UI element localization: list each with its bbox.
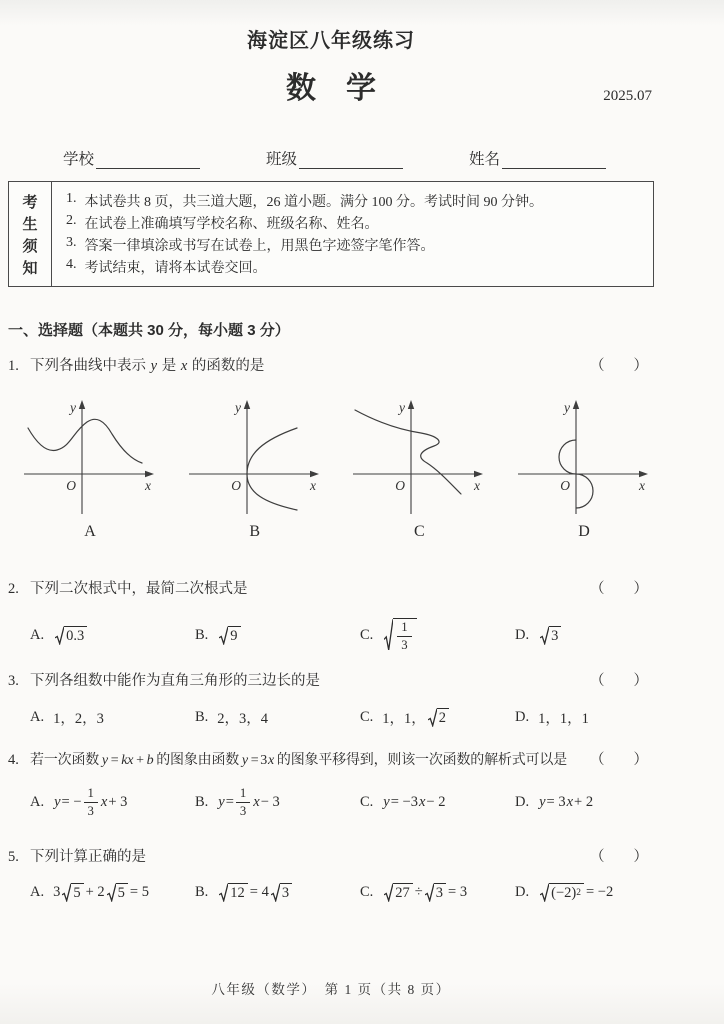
option-a [30, 626, 195, 645]
question-4-stem-line [8, 748, 654, 773]
notice-item [66, 235, 639, 255]
option-value: 1，1， 2 [382, 707, 451, 728]
notice-side-char: 生 [22, 215, 38, 233]
option-label: D. [515, 626, 530, 643]
field-school-label: 学校 [63, 151, 95, 168]
notice-item-text: 在试卷上准确填写学校名称、班级名称、姓名。 [84, 217, 379, 232]
curve-wavy-function [28, 419, 142, 463]
question-stem: 下列计算正确的是 [30, 849, 146, 865]
field-name [469, 147, 606, 169]
x-axis-label: x [474, 478, 481, 493]
notice-side-char: 知 [22, 259, 38, 277]
y-axis-label: y [563, 400, 570, 415]
option-label: D. [515, 793, 530, 810]
option-a [30, 883, 195, 902]
option-value: 0.3 [53, 626, 89, 645]
option-value: y = −3 x − 2 [383, 793, 446, 810]
option-label: A. [30, 709, 45, 725]
option-d [515, 883, 654, 902]
option-label: C. [360, 883, 374, 900]
option-d [515, 626, 654, 645]
notice-side-label [9, 182, 52, 286]
curve-sideways-parabola [247, 428, 297, 510]
curve-s-wiggle [355, 410, 461, 494]
question-number: 5. [8, 849, 19, 865]
question-3 [8, 669, 654, 728]
field-school-blank[interactable] [96, 151, 200, 169]
x-axis-label: x [309, 478, 316, 493]
option-a [30, 786, 195, 818]
option-c [360, 618, 515, 652]
answer-bracket: （ ） [590, 752, 648, 768]
option-value: $\frac{1}{3}$ [382, 618, 418, 652]
notice-side-char: 须 [22, 237, 38, 255]
question-stem: 下列各组数中能作为直角三角形的三边长的是 [30, 673, 320, 689]
notice-item [66, 191, 639, 211]
x-axis-arrow-icon [639, 471, 648, 477]
q2-options [8, 613, 654, 657]
y-axis-arrow-icon [573, 400, 579, 409]
option-value: 3 5 + 2 5 = 5 [53, 883, 149, 901]
option-value: 3 [538, 626, 563, 645]
option-value: 1，1，1 [538, 711, 589, 727]
notice-item-number: 1. [66, 191, 77, 206]
option-d [515, 794, 654, 811]
option-c [360, 883, 515, 902]
question-4 [8, 748, 654, 823]
question-5 [8, 845, 654, 907]
answer-bracket: （ ） [590, 358, 648, 374]
origin-label: O [560, 478, 570, 493]
q1-choice-graph-c [349, 396, 489, 541]
notice-side-char: 考 [22, 193, 38, 211]
q1-choice-graph-b [185, 396, 325, 541]
answer-bracket: （ ） [590, 581, 648, 597]
y-axis-arrow-icon [79, 400, 85, 409]
x-axis-arrow-icon [474, 471, 483, 477]
question-5-stem-line [8, 845, 654, 869]
option-b [195, 786, 360, 818]
examinee-notice-box [8, 181, 654, 287]
option-c [360, 707, 515, 728]
origin-label: O [395, 478, 406, 493]
question-stem: 下列二次根式中，最简二次根式是 [30, 581, 248, 597]
option-value: 9 [217, 626, 242, 645]
notice-item [66, 257, 639, 277]
exam-title: 海淀区八年级练习 [247, 30, 415, 52]
section-one-heading: 一、选择题（本题共 30 分，每小题 3 分） [8, 322, 290, 339]
q1-choice-graphs [8, 396, 654, 541]
notice-item-text: 考试结束，请将本试卷交回。 [84, 261, 267, 276]
option-value: 1，2，3 [53, 711, 104, 727]
x-axis-label: x [638, 478, 645, 493]
option-label: B. [195, 709, 209, 725]
option-label: B. [195, 883, 209, 900]
question-1-stem-line [8, 354, 654, 378]
field-name-label: 姓名 [469, 151, 501, 168]
option-value: (−2) 2 = −2 [538, 883, 613, 902]
function-graph-d [514, 396, 654, 521]
student-info-row [8, 147, 654, 169]
option-value: 12 = 4 3 [217, 883, 294, 902]
question-number: 4. [8, 752, 19, 768]
option-value: 2，3，4 [217, 711, 269, 727]
origin-label: O [66, 478, 76, 493]
option-label: C. [360, 626, 374, 643]
function-graph-a [20, 396, 160, 521]
answer-bracket: （ ） [590, 673, 648, 689]
option-c [360, 794, 515, 811]
q3-options [8, 707, 654, 728]
option-label: A. [30, 626, 45, 643]
choice-label-d: D [578, 523, 590, 540]
subject-title: 数 学 [286, 72, 376, 105]
option-value: y = 3 x + 2 [539, 793, 594, 810]
question-2 [8, 577, 654, 657]
q5-options [8, 877, 654, 907]
choice-label-c: C [413, 523, 425, 540]
y-axis-label: y [399, 400, 406, 415]
notice-item-text: 答案一律填涂或书写在试卷上，用黑色字迹签字笔作答。 [84, 239, 435, 254]
notice-item [66, 213, 639, 233]
option-d [515, 707, 654, 728]
x-axis-arrow-icon [145, 471, 154, 477]
function-graph-b [185, 396, 325, 521]
question-3-stem-line [8, 669, 654, 693]
y-axis-label: y [70, 400, 76, 415]
option-label: A. [30, 793, 45, 810]
notice-item-text: 本试卷共 8 页，共三道大题，26 道小题。满分 100 分。考试时间 90 分钟。 [84, 195, 543, 210]
page-footer: 八年级（数学） 第 1 页（共 8 页） [211, 982, 451, 997]
option-b [195, 707, 360, 728]
y-axis-arrow-icon [408, 400, 414, 409]
question-stem: 下列各曲线中表示 y 是 x 的函数的是 [30, 358, 265, 374]
notice-items [52, 182, 653, 286]
x-axis-arrow-icon [310, 471, 319, 477]
field-name-blank[interactable] [502, 151, 606, 169]
x-axis-label: x [145, 478, 151, 493]
question-2-stem-line [8, 577, 654, 601]
q1-choice-graph-d [514, 396, 654, 541]
q4-options [8, 781, 654, 823]
option-b [195, 626, 360, 645]
notice-item-number: 2. [66, 213, 77, 228]
option-b [195, 883, 360, 902]
question-number: 1. [8, 358, 19, 374]
answer-bracket: （ ） [590, 849, 648, 865]
option-value: 27 ÷ 3 = 3 [382, 883, 467, 902]
field-class [266, 147, 403, 169]
question-number: 2. [8, 581, 19, 597]
option-label: D. [515, 883, 530, 900]
y-axis-label: y [234, 400, 241, 415]
question-number: 3. [8, 673, 19, 689]
option-label: B. [195, 626, 209, 643]
question-1 [8, 354, 654, 541]
notice-item-number: 4. [66, 257, 77, 272]
exam-date: 2025.07 [603, 88, 652, 104]
field-class-label: 班级 [266, 151, 298, 168]
option-value: y = $\frac{1}{3}$ x − 3 [218, 785, 280, 818]
subject-row [8, 63, 654, 107]
origin-label: O [230, 478, 241, 493]
option-label: C. [360, 793, 374, 810]
choice-label-b: B [249, 523, 260, 540]
q1-choice-graph-a [20, 396, 160, 541]
option-label: A. [30, 883, 45, 900]
option-value: y = − $\frac{1}{3}$ x + 3 [54, 785, 128, 818]
option-label: B. [195, 793, 209, 810]
field-school [63, 147, 200, 169]
option-a [30, 707, 195, 728]
option-label: C. [360, 709, 374, 725]
choice-label-a: A [84, 523, 96, 540]
y-axis-arrow-icon [243, 400, 249, 409]
question-stem: 若一次函数 y = kx + b 的图象由函数 y = 3x 的图象平移得到，则该一次函数的解析式可以是 [30, 753, 567, 768]
option-label: D. [515, 709, 530, 725]
paper-header [8, 24, 654, 169]
field-class-blank[interactable] [299, 151, 403, 169]
function-graph-c [349, 396, 489, 521]
notice-item-number: 3. [66, 235, 77, 250]
